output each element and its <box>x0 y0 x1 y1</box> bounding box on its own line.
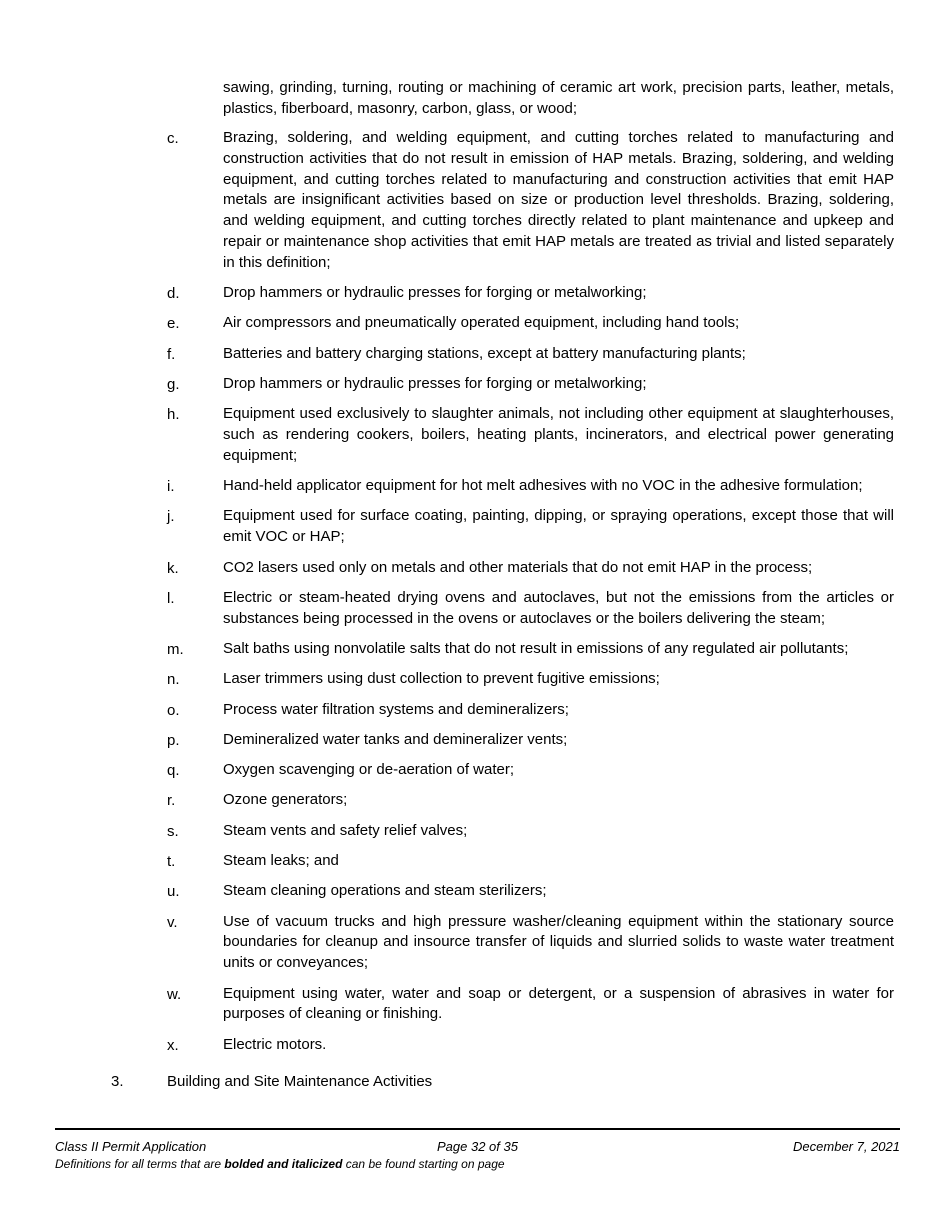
item-letter: k. <box>167 559 179 577</box>
list-item <box>0 506 950 548</box>
list-item <box>0 128 950 274</box>
page-footer <box>55 1137 900 1173</box>
footer-date: December 7, 2021 <box>793 1139 900 1154</box>
list-item <box>0 404 950 466</box>
item-letter: s. <box>167 822 179 840</box>
item-letter: l. <box>167 589 175 607</box>
item-text: Demineralized water tanks and demineralizer vents; <box>223 730 568 748</box>
list-item <box>0 881 950 902</box>
continuation-text: sawing, grinding, turning, routing or machining of ceramic art work, precision parts, leather, metals, plastics, fiberboard, masonry, carbon, glass, or wood; <box>223 79 894 117</box>
item-letter: w. <box>167 985 182 1003</box>
item-text: Steam cleaning operations and steam sterilizers; <box>223 882 547 900</box>
list-item <box>0 851 950 872</box>
item-text: Steam leaks; and <box>223 852 339 870</box>
list-item <box>0 821 950 842</box>
section-title: Building and Site Maintenance Activities <box>167 1073 433 1090</box>
list-item <box>0 588 950 630</box>
item-list <box>0 128 950 1065</box>
footer-divider <box>55 1128 900 1130</box>
section-number: 3. <box>111 1073 124 1090</box>
list-item <box>0 730 950 751</box>
item-text: Oxygen scavenging or de-aeration of water; <box>223 761 514 779</box>
item-letter: n. <box>167 671 180 689</box>
item-text: Equipment used for surface coating, painting, dipping, or spraying operations, except those that will emit VOC or HAP; <box>223 507 894 546</box>
footer-note-start: Definitions for all terms that are <box>55 1157 225 1171</box>
item-text: Salt baths using nonvolatile salts that do not result in emissions of any regulated air pollutants; <box>223 639 849 657</box>
list-item <box>0 374 950 395</box>
footer-page-number: Page 32 of 35 <box>437 1139 518 1154</box>
list-item <box>0 760 950 781</box>
list-item <box>0 1035 950 1056</box>
item-text: Equipment using water, water and soap or detergent, or a suspension of abrasives in water for purposes of cleaning or finishing. <box>223 984 894 1023</box>
item-letter: g. <box>167 375 180 393</box>
list-item <box>0 700 950 721</box>
item-text: Air compressors and pneumatically operated equipment, including hand tools; <box>223 314 740 332</box>
item-letter: x. <box>167 1036 179 1054</box>
list-item <box>0 313 950 334</box>
item-text: Use of vacuum trucks and high pressure washer/cleaning equipment within the stationary source boundaries for cleanup and insource transfer of liquids and slurried solids to waste water treatment units or conveyances; <box>223 912 894 972</box>
item-text: CO2 lasers used only on metals and other materials that do not emit HAP in the process; <box>223 558 813 576</box>
list-item <box>0 558 950 579</box>
item-letter: h. <box>167 406 180 424</box>
item-text: Drop hammers or hydraulic presses for forging or metalworking; <box>223 374 647 392</box>
list-item <box>0 283 950 304</box>
item-letter: r. <box>167 792 176 810</box>
item-text: Steam vents and safety relief valves; <box>223 821 468 839</box>
footer-definitions-note <box>55 1156 900 1173</box>
item-letter: c. <box>167 130 179 147</box>
item-letter: i. <box>167 478 175 496</box>
item-letter: o. <box>167 701 180 719</box>
item-letter: m. <box>167 640 184 658</box>
list-item <box>0 476 950 497</box>
list-item <box>0 984 950 1026</box>
item-text: Laser trimmers using dust collection to prevent fugitive emissions; <box>223 670 660 688</box>
item-letter: u. <box>167 883 180 901</box>
item-text: Equipment used exclusively to slaughter animals, not including other equipment at slaughterhouses, such as rendering cookers, boilers, heating plants, incinerators, and electrical power generating equipment; <box>223 405 894 464</box>
item-text: Drop hammers or hydraulic presses for forging or metalworking; <box>223 284 647 302</box>
item-letter: f. <box>167 345 176 363</box>
item-letter: v. <box>167 913 178 931</box>
list-item <box>0 344 950 365</box>
footer-document-title: Class II Permit Application <box>55 1139 207 1154</box>
item-text: Process water filtration systems and demineralizers; <box>223 700 569 718</box>
item-letter: t. <box>167 853 176 871</box>
footer-note-bold: bolded and italicized <box>224 1157 343 1171</box>
list-item <box>0 639 950 660</box>
item-text: Electric motors. <box>223 1035 327 1053</box>
item-letter: j. <box>167 508 175 526</box>
list-item <box>0 912 950 974</box>
item-letter: p. <box>167 731 180 749</box>
item-letter: q. <box>167 762 180 780</box>
footer-note-end: can be found starting on page <box>342 1157 505 1171</box>
item-letter: e. <box>167 315 180 333</box>
list-item <box>0 790 950 811</box>
item-text: Electric or steam-heated drying ovens and autoclaves, but not the emissions from the articles or substances being processed in the ovens or autoclaves or the boilers delivering the steam; <box>223 588 894 627</box>
item-text: Hand-held applicator equipment for hot melt adhesives with no VOC in the adhesive formulation; <box>223 477 863 495</box>
list-item <box>0 669 950 690</box>
item-letter: d. <box>167 285 180 303</box>
item-text: Batteries and battery charging stations, except at battery manufacturing plants; <box>223 344 746 362</box>
item-text: Brazing, soldering, and welding equipment, and cutting torches related to manufacturing and construction activities that do not result in emission of HAP metals. Brazing, soldering, and welding equipment, and cutting torches related to manufacturing and construction activities that emit HAP metals are insignificant activities based on size or production level thresholds. Brazing, soldering, and welding equipment, and cutting torches directly related to plant maintenance and upkeep and repair or maintenance shop activities that emit HAP metals are treated as trivial and listed separately in this definition; <box>223 129 894 271</box>
item-text: Ozone generators; <box>223 791 348 809</box>
